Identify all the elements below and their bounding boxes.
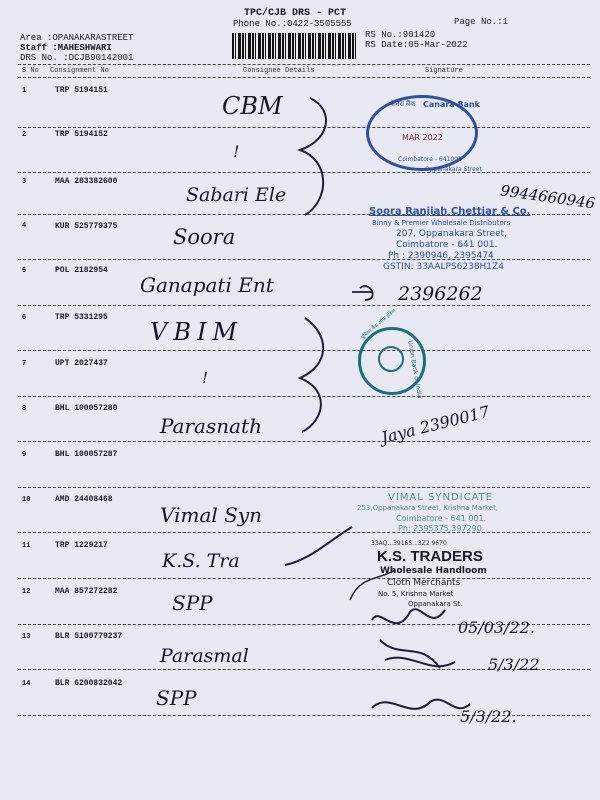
area-label: Area :OPANAKARASTREET: [20, 33, 134, 43]
signature-date-row13: 5/3/22: [488, 655, 540, 674]
row-consignment: BHL 100057280: [55, 404, 118, 413]
row-handwritten: Sabari Ele: [186, 184, 287, 206]
col-consignment: Consignment No: [50, 67, 109, 75]
row-handwritten: Ganapati Ent: [140, 273, 274, 297]
row-handwritten: K.S. Tra: [162, 550, 240, 572]
row-consignment: AMD 24408468: [55, 495, 113, 504]
row-sno: 13: [22, 633, 31, 641]
row-handwritten: SPP: [172, 591, 213, 615]
row-sno: 4: [22, 222, 27, 230]
row-sno: 1: [22, 87, 27, 95]
signature-date-row14: 5/3/22.: [460, 707, 517, 726]
row-consignment: TRP 5194152: [55, 130, 108, 139]
drs-document: TPC/CJB DRS - PCT Phone No.:0422-3505555 Page No.:1 Area :OPANAKARASTREET Staff :MAHESHWARI DRS No. :DCJB90142001 RS No.:901420 RS Date:05-Mar-2022 S No Consignment No Consignee Details Signature 1 TRP 5194151 CBM 2 TRP 5194152 ! 3 MAA 283382600 Sabari Ele 4 KUR 525779375 Soora 5 POL 2182954 Ganapati Ent 6 TRP 5331295 VBIM 7 UPT 2027437 ! 8 BHL 100057280 Parasnath 9 BHL 100057287 10 AMD 24408468 Vimal Syn 11 TRP 1229217 K.S. Tra 12 MAA 857272282 SPP 13 BLR 5100779237 Parasmal 14 BLR 6200832042 SPP 9944660946 2396262 Jaya 2390017 05/03/22. 5/3/22 5/3/22. Canara Bank केनरा बैंक MAR 2022 Coimbatore - 641001 Oppanakara Street Soora Ranjiah Chettiar & Co. Binny & Premier Wholesale Distributors 207, Oppanakara Street, Coimbatore - 641 001. Ph : 2390946, 2395474 GSTIN: 33AALPS6238H1Z4 Union Bank of India यूनियन बैंक ऑफ़ इंडिया VIMAL SYNDICATE 253,Oppanakara Street, Krishna Market, Coimbatore - 641 001. Ph: 2395375,397290 33AQ...39165...3Z2 9670 K.S. TRADERS Wholesale Handloom Cloth Merchants No. 5, Krishna Market Oppanakara St.: [0, 0, 600, 800]
row-sno: 10: [22, 496, 31, 504]
row-sno: 6: [22, 314, 27, 322]
row-sno: 3: [22, 178, 27, 186]
row-sno: 11: [22, 542, 31, 550]
row-handwritten: Soora: [173, 225, 236, 249]
row-handwritten: Vimal Syn: [160, 503, 263, 527]
rs-date: RS Date:05-Mar-2022: [365, 40, 468, 50]
rs-number: RS No.:901420: [365, 30, 436, 40]
row-sno: 9: [22, 451, 27, 459]
row-consignment: TRP 5194151: [55, 86, 108, 95]
row-sno: 5: [22, 267, 27, 275]
row-handwritten: CBM: [222, 92, 283, 120]
col-sno: S No: [22, 67, 39, 75]
drs-number: DRS No. :DCJB90142001: [20, 53, 134, 63]
row-handwritten: !: [233, 142, 240, 161]
row-sno: 12: [22, 588, 31, 596]
row-sno: 7: [22, 360, 27, 368]
row-handwritten: SPP: [156, 686, 197, 710]
signature-row5: 2396262: [398, 283, 483, 305]
row-consignment: TRP 1229217: [55, 541, 108, 550]
row-consignment: TRP 5331295: [55, 313, 108, 322]
row-sno: 2: [22, 131, 27, 139]
col-details: Consignee Details: [243, 67, 315, 75]
row-consignment: BHL 100057287: [55, 450, 118, 459]
row-consignment: KUR 525779375: [55, 222, 118, 231]
row-consignment: UPT 2027437: [55, 359, 108, 368]
row-consignment: BLR 5100779237: [55, 632, 123, 641]
row-handwritten: Parasmal: [160, 645, 249, 667]
phone-number: Phone No.:0422-3505555: [233, 19, 352, 29]
row-consignment: BLR 6200832042: [55, 679, 123, 688]
document-title: TPC/CJB DRS - PCT: [244, 8, 347, 19]
row-consignment: MAA 283382600: [55, 177, 118, 186]
row-consignment: MAA 857272282: [55, 587, 118, 596]
page-number: Page No.:1: [454, 17, 509, 27]
col-signature: Signature: [425, 67, 463, 75]
row-sno: 14: [22, 680, 31, 688]
row-handwritten: Parasnath: [160, 414, 262, 438]
signature-phone-note: 9944660946: [499, 181, 597, 213]
signature-date-row12: 05/03/22.: [458, 618, 535, 637]
row-handwritten: !: [202, 369, 209, 387]
signature-row8: Jaya 2390017: [379, 401, 492, 448]
row-sno: 8: [22, 405, 27, 413]
row-consignment: POL 2182954: [55, 266, 108, 275]
staff-label: Staff :MAHESHWARI: [20, 43, 112, 53]
row-handwritten: VBIM: [150, 318, 244, 346]
